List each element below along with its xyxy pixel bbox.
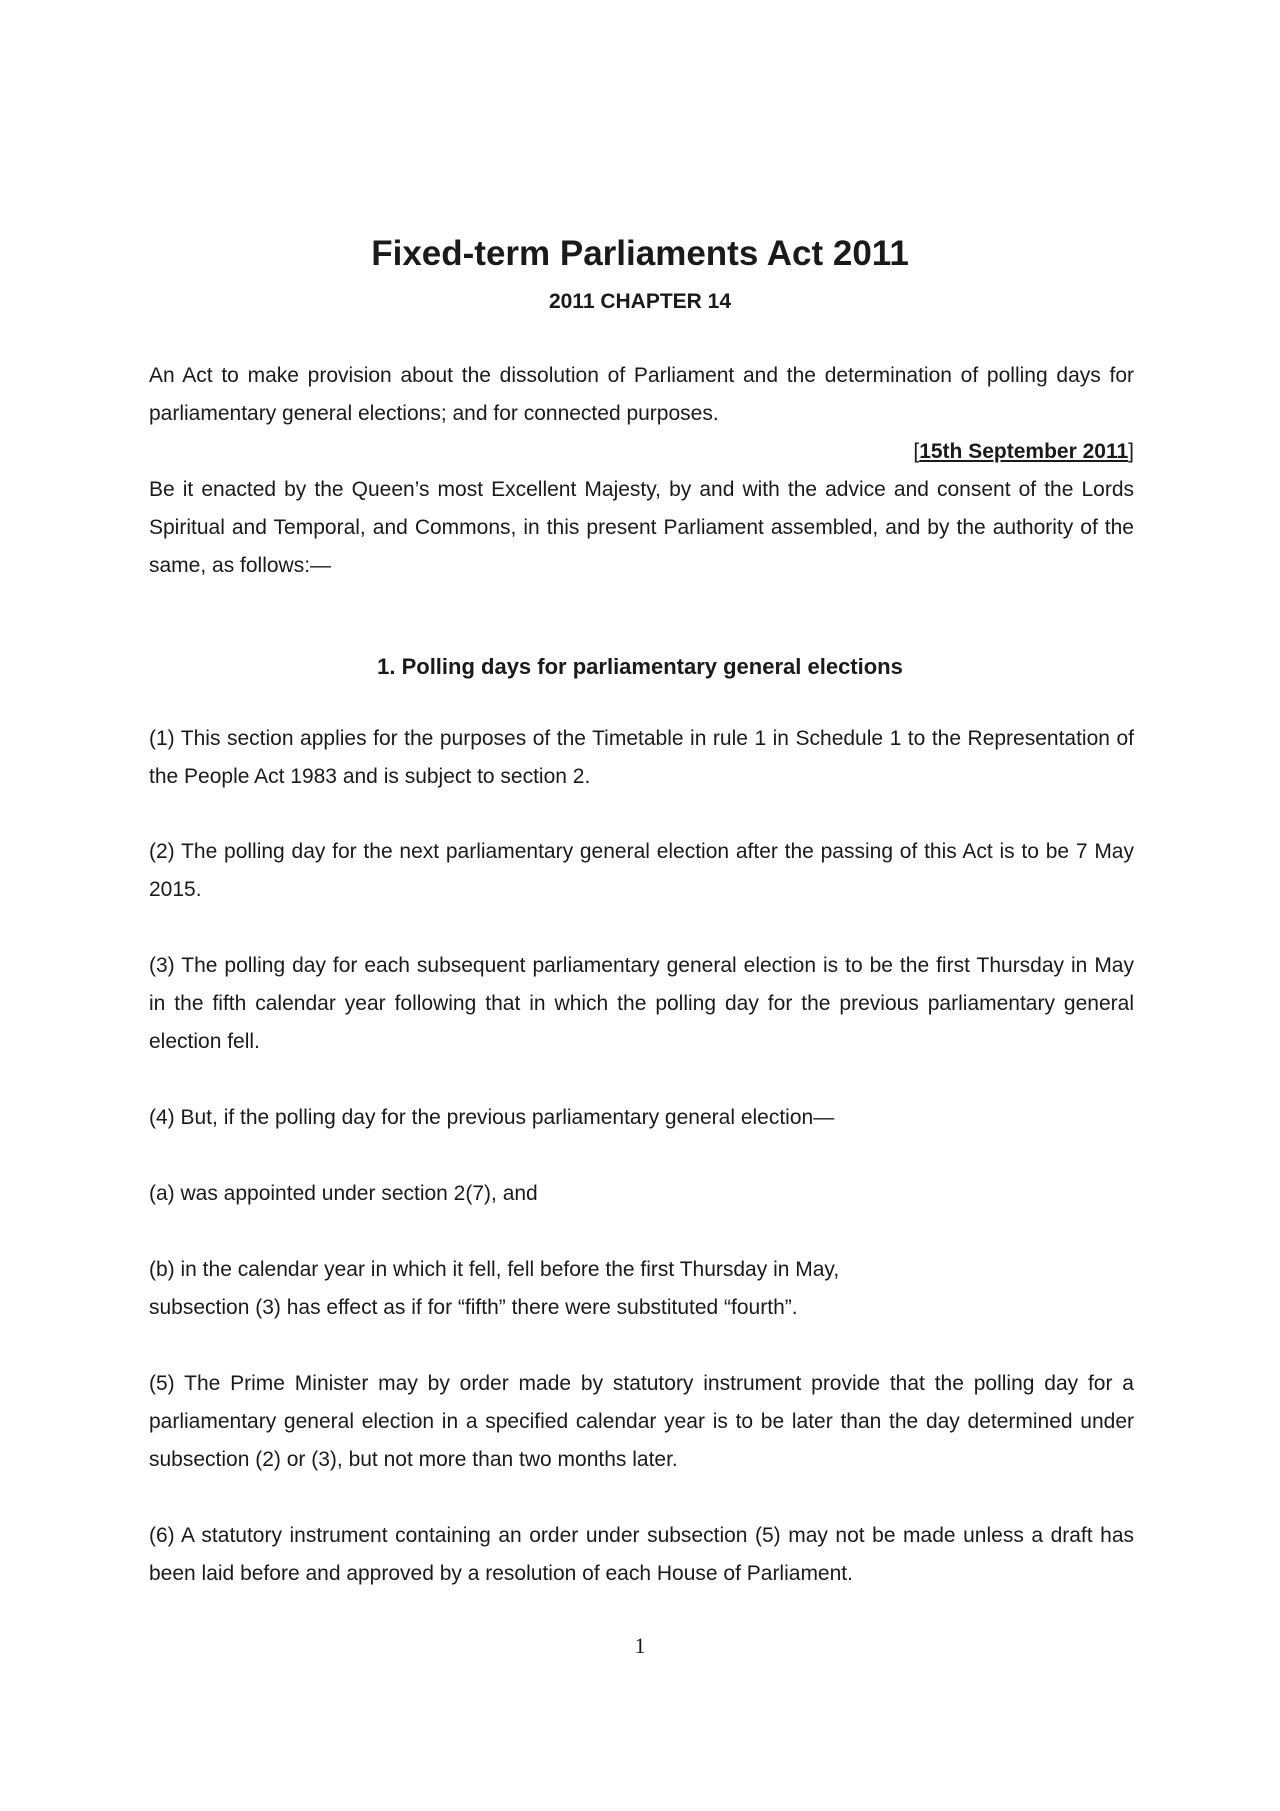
subsection-3: (3) The polling day for each subsequent parliamentary general election is to be the first Thursday in May in the fifth calendar year following that in which the polling day for the previous parliamentary general election fell.	[149, 954, 1134, 1053]
subsection-4-a: (a) was appointed under section 2(7), and	[149, 1182, 538, 1205]
subsection-4-tail: subsection (3) has effect as if for “fifth” there were substituted “fourth”.	[149, 1296, 798, 1319]
date-open-bracket: [	[913, 440, 920, 463]
section-heading: 1. Polling days for parliamentary general elections	[377, 654, 903, 679]
subsection-4-b-text: (b) in the calendar year in which it fell, fell before the first Thursday in May,	[149, 1258, 840, 1281]
subsection-4-b	[149, 1251, 1134, 1327]
date-close-bracket: ]	[1128, 440, 1134, 463]
page-number: 1	[634, 1633, 646, 1658]
chapter-number: 2011 CHAPTER 14	[548, 290, 732, 313]
subsection-5: (5) The Prime Minister may by order made by statutory instrument provide that the polling day for a parliamentary general election in a specified calendar year is to be later than the day determined under subsection (2) or (3), but not more than two months later.	[149, 1372, 1134, 1471]
enacting-formula: Be it enacted by the Queen’s most Excellent Majesty, by and with the advice and consent of the Lords Spiritual and Temporal, and Commons, in this present Parliament assembled, and by the authority of the same, as follows:—	[149, 478, 1134, 577]
subsection-2: (2) The polling day for the next parliamentary general election after the passing of this Act is to be 7 May 2015.	[149, 840, 1134, 901]
subsection-1: (1) This section applies for the purposes of the Timetable in rule 1 in Schedule 1 to the Representation of the People Act 1983 and is subject to section 2.	[149, 727, 1134, 788]
subsection-6: (6) A statutory instrument containing an order under subsection (5) may not be made unless a draft has been laid before and approved by a resolution of each House of Parliament.	[149, 1524, 1134, 1585]
long-title: An Act to make provision about the dissolution of Parliament and the determination of polling days for parliamentary general elections; and for connected purposes.	[149, 364, 1134, 425]
act-title: Fixed-term Parliaments Act 2011	[371, 234, 909, 273]
royal-assent-date	[913, 433, 1134, 471]
subsection-4: (4) But, if the polling day for the previous parliamentary general election—	[149, 1106, 835, 1129]
date-value: 15th September 2011	[919, 440, 1129, 463]
